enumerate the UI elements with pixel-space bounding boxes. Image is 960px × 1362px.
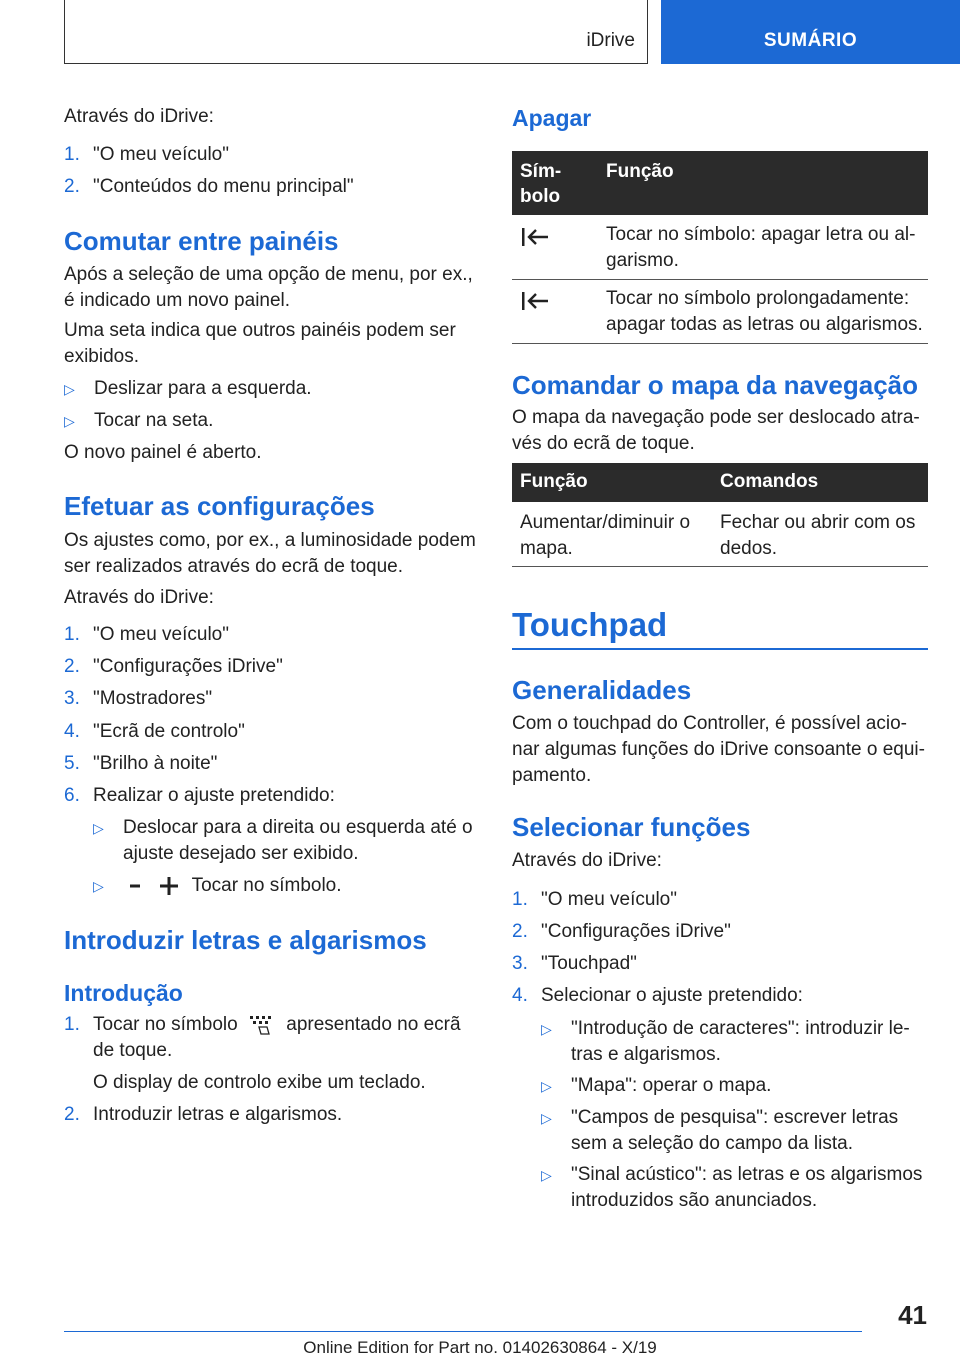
list-item: 5. "Brilho à noite" <box>64 753 218 774</box>
header-title: iDrive <box>586 30 635 51</box>
list-item: ▷ Tocar na seta. <box>64 408 213 434</box>
paragraph: O mapa da navegação pode ser deslocado atra-vés do ecrã de toque. <box>512 407 920 454</box>
heading-map-control: Comandar o mapa da navegação <box>512 370 919 400</box>
paragraph: O display de controlo exibe um teclado. <box>93 1072 426 1093</box>
paragraph: Os ajustes como, por ex., a luminosidade podem ser realizados através do ecrã de toque. <box>64 530 476 577</box>
header-box <box>64 0 648 64</box>
list-item: 1. "O meu veículo" <box>64 624 229 645</box>
footer-rule <box>64 1331 862 1332</box>
page-number: 41 <box>898 1300 927 1330</box>
divider <box>512 566 928 567</box>
table-row: Tocar no símbolo prolongadamente: apagar todas as letras ou algarismos. <box>512 286 928 343</box>
sub-list-item: ▷ Deslocar para a direita ou esquerda até o ajuste desejado ser exibido. <box>93 817 473 864</box>
paragraph: O novo painel é aberto. <box>64 442 262 463</box>
list-item: 2. "Conteúdos do menu principal" <box>64 176 354 197</box>
divider <box>512 343 928 344</box>
list-item: 3. "Mostradores" <box>64 688 213 709</box>
triangle-bullet-icon: ▷ <box>64 413 75 429</box>
list-item: 6. Realizar o ajuste pretendido: <box>64 785 335 806</box>
via-text: Através do iDrive: <box>64 587 214 608</box>
triangle-bullet-icon: ▷ <box>541 1167 552 1183</box>
list-item: 2. "Configurações iDrive" <box>512 921 731 942</box>
heading-settings: Efetuar as configurações <box>64 491 375 521</box>
sub-list-item: ▷ "Mapa": operar o mapa. <box>541 1073 928 1099</box>
contents-tab[interactable] <box>661 0 960 64</box>
heading-select-functions: Selecionar funções <box>512 812 751 842</box>
heading-introduction: Introdução <box>64 980 183 1006</box>
list-item: 1. "O meu veículo" <box>512 889 677 910</box>
table-header: Sím-bolo Função <box>512 151 928 215</box>
list-item: 4. Selecionar o ajuste pretendido: <box>512 985 803 1006</box>
backspace-icon <box>520 290 550 312</box>
keyboard-icon <box>247 1014 277 1036</box>
triangle-bullet-icon: ▷ <box>541 1021 552 1037</box>
triangle-bullet-icon: ▷ <box>93 820 104 836</box>
list-item: 3. "Touchpad" <box>512 953 637 974</box>
heading-enter-letters: Introduzir letras e algarismos <box>64 925 427 955</box>
footer-edition: Online Edition for Part no. 01402630864 - X/19 <box>303 1338 657 1357</box>
via-text: Através do iDrive: <box>64 106 214 127</box>
heading-touchpad: Touchpad <box>512 606 668 643</box>
paragraph: Uma seta indica que outros painéis podem ser exibidos. <box>64 320 456 367</box>
section-rule <box>512 648 928 650</box>
list-item: 1. "O meu veículo" <box>64 144 229 165</box>
triangle-bullet-icon: ▷ <box>64 381 75 397</box>
heading-switch-panels: Comutar entre painéis <box>64 226 339 256</box>
list-item: 1. Tocar no símbolo apresentado no ecrã de toque. <box>64 1014 461 1061</box>
triangle-bullet-icon: ▷ <box>541 1078 552 1094</box>
sub-list-item: ▷ "Campos de pesquisa": escrever letras sem a seleção do campo da lista. <box>541 1107 899 1154</box>
paragraph: Com o touchpad do Controller, é possível acio-nar algumas funções do iDrive consoante o equi-pamento. <box>512 713 925 786</box>
sub-list-item: ▷ Tocar no símbolo. <box>93 873 342 899</box>
list-item: ▷ Deslizar para a esquerda. <box>64 376 312 402</box>
contents-tab-label: SUMÁRIO <box>763 30 858 51</box>
triangle-bullet-icon: ▷ <box>93 878 104 894</box>
triangle-bullet-icon: ▷ <box>541 1110 552 1126</box>
backspace-icon <box>520 226 550 248</box>
list-item: 4. "Ecrã de controlo" <box>64 721 245 742</box>
via-text: Através do iDrive: <box>512 850 662 871</box>
sub-list-item: ▷ "Introdução de caracteres": introduzir le-tras e algarismos. <box>541 1018 910 1065</box>
list-item: 2. "Configurações iDrive" <box>64 656 283 677</box>
table-row: Aumentar/diminuir o mapa. Fechar ou abrir com os dedos. <box>520 512 916 559</box>
minus-plus-icon <box>128 876 182 896</box>
table-header: Função Comandos <box>512 463 928 502</box>
table-row: Tocar no símbolo: apagar letra ou al-garismo. <box>512 222 928 279</box>
divider <box>512 279 928 280</box>
list-item: 2. Introduzir letras e algarismos. <box>64 1104 343 1125</box>
sub-list-item: ▷ "Sinal acústico": as letras e os algarismos introduzidos são anunciados. <box>541 1164 923 1211</box>
heading-general: Generalidades <box>512 675 692 705</box>
heading-delete: Apagar <box>512 105 592 131</box>
paragraph: Após a seleção de uma opção de menu, por ex., é indicado um novo painel. <box>64 264 473 311</box>
